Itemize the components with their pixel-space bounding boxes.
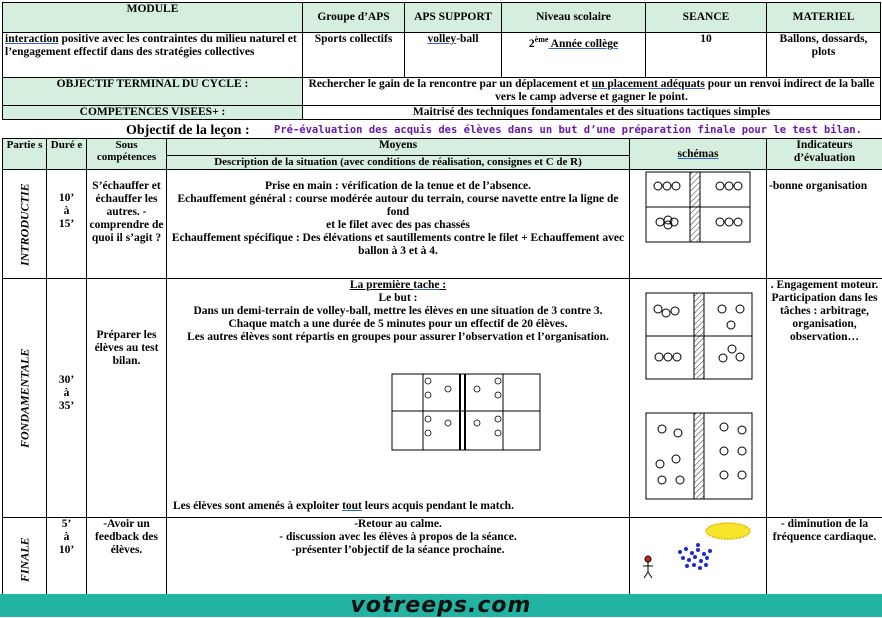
seance-header: SEANCE bbox=[646, 3, 767, 33]
duree-intro-b: à bbox=[49, 205, 84, 218]
partie-finale: FINALE bbox=[3, 518, 47, 601]
desc-fond-3: Les autres élèves sont répartis en groupes pour assurer l’observation et l’organisation. bbox=[169, 331, 627, 344]
objectif-lecon-value: Pré-évaluation des acquis des élèves dans un but d’une préparation finale pour le test bilan. bbox=[274, 124, 862, 136]
sun-icon bbox=[706, 523, 750, 539]
sous-finale: -Avoir un feedback des élèves. bbox=[87, 518, 167, 601]
indic-fond: . Engagement moteur. Participation dans les tâches : arbitrage, organisation, observation… bbox=[767, 279, 882, 518]
seance-value: 10 bbox=[646, 33, 767, 78]
indic-finale: - diminution de la fréquence cardiaque. bbox=[767, 518, 882, 601]
module-rest: positive avec les contraintes du milieu naturel et l’engagement effectif dans des stratégies collectives bbox=[5, 33, 297, 58]
desc-fond bbox=[167, 279, 630, 518]
desc-fond-2: Chaque match a une durée de 5 minutes pour un effectif de 20 élèves. bbox=[169, 318, 627, 331]
competences-value: Maitrisé des techniques fondamentales et des situations tactiques simples bbox=[303, 106, 881, 120]
lesson-table bbox=[2, 138, 882, 601]
site-banner bbox=[0, 594, 882, 617]
schemas-label: schémas bbox=[678, 148, 719, 160]
indic-intro: -bonne organisation bbox=[767, 170, 882, 279]
partie-intro: INTRODUCTIE bbox=[3, 170, 47, 279]
niveau-num: 2 bbox=[529, 38, 535, 50]
niveau-rest: Année collège bbox=[548, 38, 618, 50]
cool-down-diagram bbox=[632, 518, 764, 596]
task-title-a: La première bbox=[350, 279, 413, 291]
duree-intro-a: 10’ bbox=[49, 192, 84, 205]
task-title bbox=[169, 279, 627, 292]
objectif-terminal-label: OBJECTIF TERMINAL DU CYCLE : bbox=[3, 78, 303, 106]
duree-intro bbox=[47, 170, 87, 279]
ot-part2: pour un renvoi indirect de la balle vers le camp adverse et gagner le point. bbox=[495, 78, 874, 103]
task-title-b: tache bbox=[413, 279, 439, 291]
table-row-fond bbox=[3, 279, 882, 518]
objectif-lecon bbox=[0, 121, 882, 138]
desc-intro bbox=[167, 170, 630, 279]
schemas-header bbox=[630, 139, 767, 170]
groupe-value: Sports collectifs bbox=[303, 33, 405, 78]
module-lead: interaction bbox=[5, 33, 59, 45]
module-header: MODULE bbox=[3, 3, 303, 33]
moyens-header: Moyens bbox=[167, 139, 630, 156]
duree-finale-a: 5’ bbox=[49, 518, 84, 531]
duree-finale-b: à bbox=[49, 531, 84, 544]
description-header: Description de la situation (avec conditions de réalisation, consignes et C de R) bbox=[167, 156, 630, 170]
partie-fond: FONDAMENTALE bbox=[3, 279, 47, 518]
groupe-aps-header: Groupe d’APS bbox=[303, 3, 405, 33]
ot-part1: Rechercher le gain de la rencontre par un déplacement et bbox=[309, 78, 592, 90]
stick-figure-icon bbox=[643, 556, 653, 578]
aps-lead: volley bbox=[427, 33, 456, 45]
table-row-finale bbox=[3, 518, 882, 601]
desc-fond-4 bbox=[173, 500, 514, 513]
duree-fond-c: 35’ bbox=[49, 400, 84, 413]
sous-competences-header: Sous compétences bbox=[87, 139, 167, 170]
desc-finale-1: -Retour au calme. bbox=[169, 518, 627, 531]
header-table bbox=[2, 2, 881, 120]
duree-intro-c: 15’ bbox=[49, 218, 84, 231]
desc-finale-2: - discussion avec les élèves à propos de la séance. bbox=[169, 531, 627, 544]
aps-rest: -ball bbox=[456, 33, 478, 45]
table-row-intro bbox=[3, 170, 882, 279]
task-title-c: : bbox=[439, 279, 446, 291]
sous-fond: Préparer les élèves au test bilan. bbox=[87, 279, 167, 518]
desc-fond-4c: leurs acquis pendant le match. bbox=[362, 500, 514, 512]
task-but: Le but : bbox=[169, 292, 627, 305]
objectif-terminal-value bbox=[303, 78, 881, 106]
site-name: votreeps.com bbox=[351, 593, 532, 618]
duree-finale bbox=[47, 518, 87, 601]
materiel-value: Ballons, dossards, plots bbox=[767, 33, 881, 78]
objectif-lecon-label: Objectif de la leçon : bbox=[126, 123, 250, 139]
materiel-header: MATERIEL bbox=[767, 3, 881, 33]
duree-finale-c: 10’ bbox=[49, 544, 84, 557]
ot-underlined: un placement adéquats bbox=[592, 78, 705, 90]
module-value bbox=[3, 33, 303, 78]
duree-fond bbox=[47, 279, 87, 518]
desc-intro-4: Echauffement spécifique : Des élévations et sautillements contre le filet + Echauffement avec ballon à 3 et à 4. bbox=[169, 232, 627, 258]
schema-finale bbox=[630, 518, 767, 601]
duree-fond-b: à bbox=[49, 387, 84, 400]
match-court-diagram bbox=[391, 373, 541, 451]
niveau-header: Niveau scolaire bbox=[502, 3, 646, 33]
desc-fond-1: Dans un demi-terrain de volley-ball, mettre les élèves en une situation de 3 contre 3. bbox=[169, 305, 627, 318]
niveau-sup: ème bbox=[535, 35, 549, 44]
duree-fond-a: 30’ bbox=[49, 374, 84, 387]
competences-label: COMPETENCES VISEES+ : bbox=[3, 106, 303, 120]
desc-intro-2: Echauffement général : course modérée autour du terrain, course navette entre la ligne de fond bbox=[169, 193, 627, 219]
volleyball-court-diagram bbox=[632, 170, 764, 274]
volleyball-court-diagram-2 bbox=[632, 279, 764, 513]
desc-intro-3: et le filet avec des pas chassés bbox=[169, 219, 627, 232]
desc-fond-4a: Les élèves sont amenés à exploiter bbox=[173, 500, 342, 512]
aps-support-header: APS SUPPORT bbox=[405, 3, 502, 33]
niveau-value bbox=[502, 33, 646, 78]
desc-finale bbox=[167, 518, 630, 601]
desc-fond-4b: tout bbox=[342, 500, 362, 512]
indicateurs-header: Indicateurs d’évaluation bbox=[767, 139, 882, 170]
duree-header: Duré e bbox=[47, 139, 87, 170]
desc-intro-1: Prise en main : vérification de la tenue et de l’absence. bbox=[169, 180, 627, 193]
aps-value bbox=[405, 33, 502, 78]
sous-intro: S’échauffer et échauffer les autres. -comprendre de quoi il s’agit ? bbox=[87, 170, 167, 279]
parties-header: Partie s bbox=[3, 139, 47, 170]
desc-finale-3: -présenter l’objectif de la séance prochaine. bbox=[169, 544, 627, 557]
schema-intro bbox=[630, 170, 767, 279]
schema-fond bbox=[630, 279, 767, 518]
